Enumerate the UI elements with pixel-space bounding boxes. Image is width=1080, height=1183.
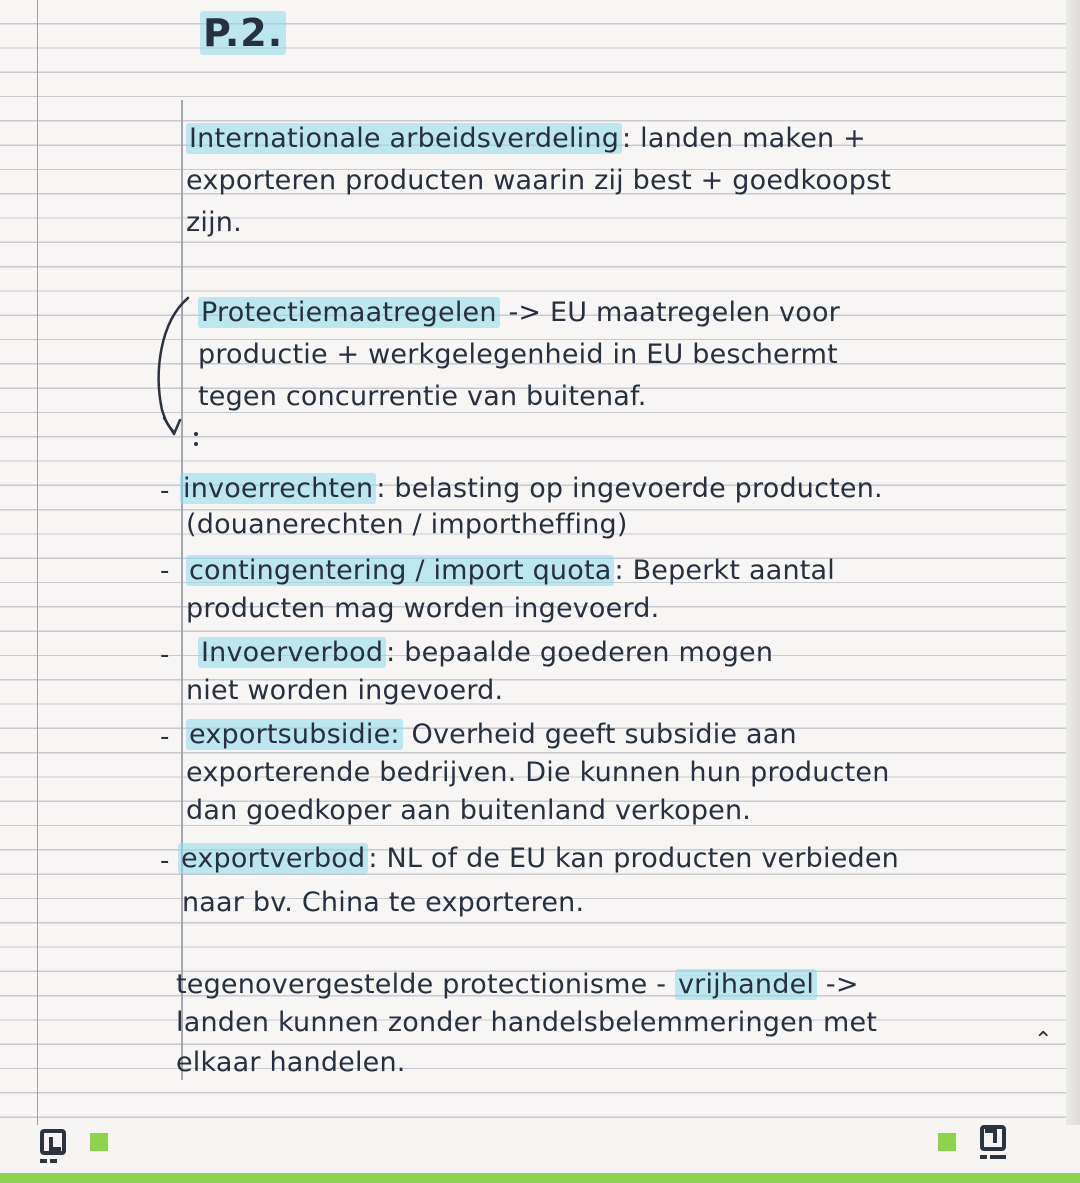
logo-dots — [980, 1155, 1006, 1159]
list-item — [178, 844, 899, 874]
item-term: invoerrechten — [180, 473, 376, 504]
item-text: : Beperkt aantal — [614, 555, 835, 586]
item-term: contingentering / import quota — [186, 555, 614, 586]
bracket-arrow-icon — [140, 292, 200, 452]
list-dash: - — [160, 722, 170, 752]
list-item — [186, 720, 797, 750]
item-term: exportverbod — [178, 843, 368, 874]
list-dash: - — [160, 846, 170, 876]
protectie-line1: -> EU maatregelen voor — [508, 297, 840, 328]
item-line: exporterende bedrijven. Die kunnen hun producten — [186, 757, 890, 788]
closing-line-1 — [176, 970, 859, 1000]
closing-line-3: elkaar handelen. — [176, 1047, 406, 1078]
list-dash: - — [160, 640, 170, 670]
page-edge — [1066, 0, 1080, 1125]
footer-bar — [0, 1125, 1080, 1173]
intro-term: Internationale arbeidsverdeling — [186, 123, 622, 154]
brand-logo-icon — [40, 1129, 66, 1155]
list-item — [198, 638, 773, 668]
protectie-line-1 — [198, 298, 840, 328]
list-item — [180, 474, 883, 504]
caret-mark-icon: ⌃ — [1034, 1028, 1053, 1053]
intro-line-2: exporteren producten waarin zij best + goedkoopst — [186, 165, 892, 196]
margin-line-main — [181, 100, 183, 1080]
closing-term: vrijhandel — [675, 969, 817, 1000]
bottom-accent-bar — [0, 1173, 1080, 1183]
intro-line-1 — [186, 124, 866, 154]
protectie-line-2: productie + werkgelegenheid in EU beschermt — [198, 339, 838, 370]
protectie-line-3: tegen concurrentie van buitenaf. — [198, 381, 647, 412]
closing-pre: tegenovergestelde protectionisme - — [176, 969, 667, 1000]
logo-dots — [40, 1159, 66, 1163]
closing-post: -> — [825, 969, 859, 1000]
green-square-icon — [938, 1133, 956, 1151]
margin-line-left — [37, 0, 38, 1125]
item-text: : bepaalde goederen mogen — [386, 637, 774, 668]
brand-logo-icon — [980, 1125, 1006, 1151]
intro-line1: : landen maken + — [622, 123, 866, 154]
closing-line-2: landen kunnen zonder handelsbelemmeringen met — [176, 1007, 878, 1038]
list-item — [186, 556, 835, 586]
list-dash: - — [160, 556, 170, 586]
page-title: P.2. — [200, 18, 286, 48]
item-term: exportsubsidie: — [186, 719, 403, 750]
intro-line-3: zijn. — [186, 207, 242, 238]
list-dash: - — [160, 476, 170, 506]
item-term: Invoerverbod — [198, 637, 386, 668]
protectie-term: Protectiemaatregelen — [198, 297, 500, 328]
item-line: (douanerechten / importheffing) — [186, 509, 628, 540]
item-text: : belasting op ingevoerde producten. — [376, 473, 883, 504]
item-line: niet worden ingevoerd. — [186, 675, 504, 706]
item-line: naar bv. China te exporteren. — [182, 887, 585, 918]
item-text: Overheid geeft subsidie aan — [411, 719, 797, 750]
green-square-icon — [90, 1133, 108, 1151]
item-line: producten mag worden ingevoerd. — [186, 593, 660, 624]
item-line: dan goedkoper aan buitenland verkopen. — [186, 795, 752, 826]
item-text: : NL of de EU kan producten verbieden — [368, 843, 899, 874]
